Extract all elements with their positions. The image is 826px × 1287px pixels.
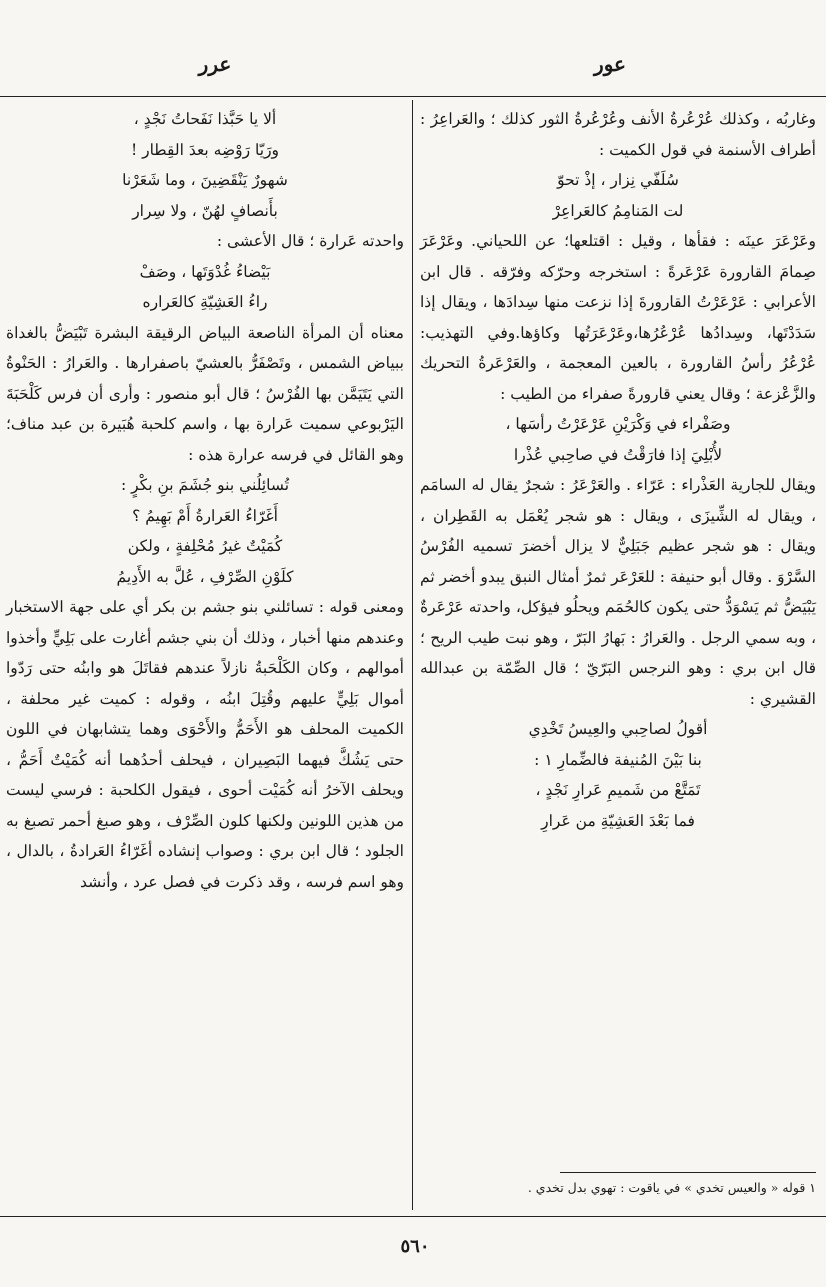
verse-line: سُلَفّي نِزار ، إذْ تحوّ <box>557 171 679 189</box>
footnote: ١ قوله « والعيس تخدي » في ياقوت : تهوي بدل تخدي . <box>527 1180 816 1195</box>
verse-line: بنا بَيْنَ المُنيفة فالضِّمارِ ١ : <box>534 750 702 769</box>
verse-line: شهورٌ يَنْقَضِينَ ، وما شَعَرْنا <box>122 171 288 189</box>
verse-line: بَيْضاءُ غُدْوَتَها ، وصَفْ <box>139 262 271 281</box>
verse-line: ألا يا حَبَّذا نَفَحاتُ نَجْدٍ ، <box>133 110 277 128</box>
verse-line: وصَفْراء في وَكْرَيْنِ عَرْعَرْتُ رأسَها ، <box>505 415 731 433</box>
verse-line: ورَيّا رَوْضِه بعدَ القِطار ! <box>130 140 280 159</box>
prose-paragraph: وعَرْعَرَ عينَه : فقأها ، وقيل : اقتلعها؛ عن اللحياني. وعَرْعَرَ صِمامَ القارورة عَرْعَرةً : استخرجه وحرّكه وفرّقه . قال ابن الأعرابي : عَرْعَرْتُ القارورةَ إذا نزعت منها سِدادَها ، ويقال إذا سَدَدْتَها، وسِدادُها عُرْعُرُها،وعَرْعَرَتُها وكاؤها.وفي التهذيب: عُرْعُرُ رأسُ القارورة ، بالعين المعجمة ، والعَرْعَرةُ التحريك والزَّعْزعة ؛ وقال يعني قارورةً صفراء من الطيب : <box>420 232 816 403</box>
verse-line: فما بَعْدَ العَشِيّةِ من عَرارِ <box>541 811 695 830</box>
prose-paragraph: معناه أن المرأة الناصعة البياض الرقيقة البشرة تَبْيَضُّ بالغداة ببياض الشمس ، وتَصْفَرُّ بالعشيّ باصفرارها . والعَرارُ : الحَنْوةُ التي يَتَيَمَّن بها الفُرْسُ ؛ قال أبو منصور : وأرى أن فرس كَلْحَبَةَ اليَرْبوعي سميت عَرارة بها ، واسم كلحبة هُبَيرة بن عبد مناف؛ وهو القائل في فرسه عرارة هذه : <box>6 323 404 464</box>
verse-line: تَمَتَّعْ من شَميمِ عَرارِ نَجْدٍ ، <box>535 781 701 799</box>
verse-line: أَغَرّاءُ العَرارةُ أَمْ بَهِيمُ ؟ <box>132 506 278 525</box>
running-head-left: عرر <box>198 52 232 76</box>
prose-paragraph: ومعنى قوله : تسائلني بنو جشم بن بكر أي على جهة الاستخبار وعندهم منها أخبار ، وذلك أن بني جشم أغارت على بَلِيٍّ وأخذوا أموالهم ، وكان الكَلْحَبةُ نازلاً عندهم فقاتَلَ هو وابنُه حتى رَدّوا أموال بَلِيٍّ عليهم وقُتِلَ ابنُه ، وقوله : كميت غير محلفة ، الكميت المحلف هو الأَحَمُّ والأَحْوَى وهما يتشابهان في اللون حتى يَشُكَّ فيهما البَصِيران ، فيحلف أحدُهما أنه كُمَيْتٌ أَحَمُّ ، ويحلف الآخرُ أنه كُمَيْت أحوى ، فيقول الكلحبة : فرسي ليست من هذين اللونين ولكنها كلون الصِّرْف ، وهو صبغ أحمر تصبغ به الجلود ؛ قال ابن بري : وصواب إنشاده أغَرّاءُ العَرادةُ ، بالدال ، وهو اسم فرسه ، وقد ذكرت في فصل عرد ، وأنشد <box>6 598 404 891</box>
verse-line: لأُبْلِيَ إذا فارَقْتُ في صاحِبي عُذْرا <box>513 445 723 464</box>
verse-line: أقولُ لصاحِبي والعِيسُ تَخْدِي <box>528 720 708 738</box>
top-rule <box>0 96 826 97</box>
left-column <box>6 104 404 897</box>
right-column <box>420 104 816 836</box>
prose-paragraph: ويقال للجارية العَذْراء : عَرّاء . والعَرْعَرُ : شجرٌ يقال له السامَم ، ويقال له الشِّيزَى ، ويقال : هو شجر يُعْمَل به القَطِران ، ويقال : هو شجر عظيم جَبَلِيٌّ لا يزال أخضرَ تسميه الفُرْسُ السَّرْوَ . وقال أبو حنيفة : للعَرْعَر ثمرٌ أمثال النبق يبدو أخضر ثم يَبْيَضُّ ثم يَسْوَدُّ حتى يكون كالحُمَم ويحلُو فيؤكل، واحدته عَرْعَرةٌ ، وبه سمي الرجل . والعَرارُ : بَهارُ البَرّ ، وهو نبت طيب الريح ؛ قال ابن بري : وهو النرجس البَرّيّ ؛ قال الصِّمّة بن عبدالله القشيري : <box>420 476 816 708</box>
verse-line: كُمَيْتٌ غيرُ مُحْلِفةٍ ، ولكن <box>127 537 283 555</box>
verse-line: تُسائِلُني بنو جُشَمَ بنِ بكْرٍ : <box>120 476 290 494</box>
column-divider <box>412 100 413 1210</box>
verse-line: بأَنصافٍ لهُنّ ، ولا سِرار <box>132 201 278 220</box>
bottom-rule <box>0 1216 826 1217</box>
prose-paragraph: وغاربُه ، وكذلك عُرْعُرةُ الأنف وعُرْعُرةُ الثور كذلك ؛ والعَراعِرُ : أطراف الأسنمة في قول الكميت : <box>420 110 816 159</box>
verse-line: لت المَنامِمُ كالعَراعِرْ <box>552 201 684 220</box>
page-number: ٥٦٠ <box>400 1236 430 1257</box>
verse-line: راءُ العَشِيّةِ كالعَراره <box>142 293 268 311</box>
verse-line: كلَوْنِ الصِّرْفِ ، عُلَّ به الأَدِيمُ <box>116 567 294 586</box>
running-head-right: عور <box>594 52 626 76</box>
footnote-rule <box>560 1172 816 1173</box>
prose-paragraph: واحدته عَرارة ؛ قال الأعشى : <box>216 232 404 250</box>
